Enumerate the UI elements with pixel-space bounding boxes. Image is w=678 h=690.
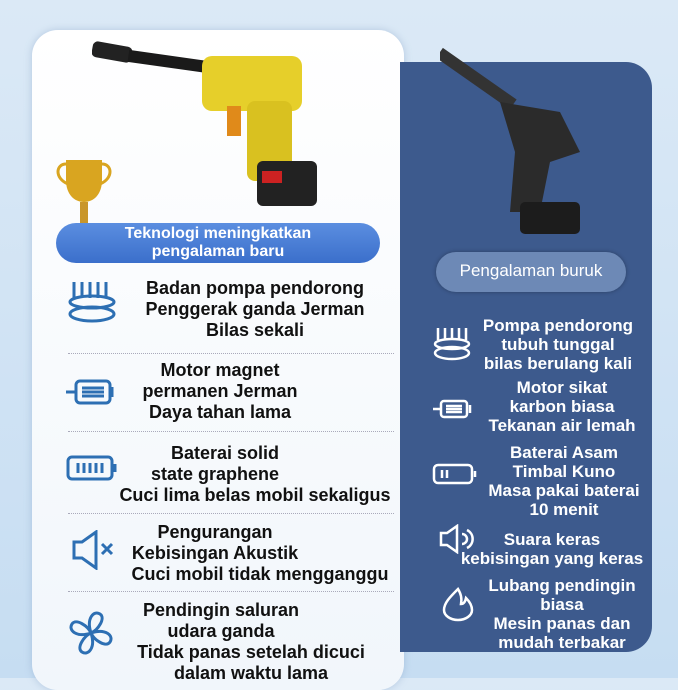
item-line: Suara keras: [503, 530, 601, 549]
bad-item-battery: [476, 443, 652, 519]
item-line: biasa: [540, 595, 584, 614]
item-line: Penggerak ganda Jerman: [145, 299, 365, 319]
item-line: Bilas sekali: [205, 320, 305, 340]
pump-icon: [432, 324, 472, 362]
bad-item-cooling: [476, 576, 648, 652]
yellow-pressure-washer-image: [92, 36, 322, 211]
divider: [68, 431, 394, 432]
item-line: 10 menit: [529, 500, 599, 519]
item-line: dalam waktu lama: [173, 663, 329, 683]
motor-icon: [432, 398, 476, 420]
item-line: Pengurangan: [157, 522, 273, 542]
item-line: mudah terbakar: [498, 633, 626, 652]
bad-experience-label: Pengalaman buruk: [436, 252, 626, 292]
fan-icon: [66, 608, 116, 658]
speaker-mute-icon: [70, 530, 124, 570]
item-line: Baterai solid: [170, 443, 280, 463]
pump-icon: [66, 276, 118, 324]
item-line: kebisingan yang keras: [460, 549, 644, 568]
banner-line: Teknologi meningkatkan: [124, 225, 312, 242]
item-line: Timbal Kuno: [512, 462, 616, 481]
divider: [68, 591, 394, 592]
item-line: Motor sikat: [516, 378, 608, 397]
item-line: Pendingin saluran: [142, 600, 300, 620]
item-line: state graphene: [150, 464, 280, 484]
item-line: Daya tahan lama: [148, 402, 292, 422]
item-line: Baterai Asam: [509, 443, 619, 462]
item-line: Pompa pendorong: [482, 316, 634, 335]
good-item-pump: [120, 278, 390, 341]
item-line: Kebisingan Akustik: [131, 543, 299, 563]
divider: [68, 513, 394, 514]
item-line: permanen Jerman: [142, 381, 298, 401]
item-line: Cuci lima belas mobil sekaligus: [119, 485, 391, 505]
item-line: Mesin panas dan: [493, 614, 631, 633]
good-item-noise: [122, 522, 398, 585]
item-line: karbon biasa: [509, 397, 615, 416]
bad-item-motor: [476, 378, 648, 435]
good-item-cooling: [126, 600, 376, 684]
flame-icon: [440, 586, 476, 622]
black-pressure-washer-image: [440, 42, 590, 237]
item-line: Motor magnet: [160, 360, 280, 380]
item-line: Tidak panas setelah dicuci: [137, 642, 365, 662]
battery-low-icon: [432, 462, 480, 486]
item-line: Tekanan air lemah: [488, 416, 636, 435]
item-line: tubuh tunggal: [501, 335, 615, 354]
item-line: bilas berulang kali: [483, 354, 633, 373]
bad-item-pump: [470, 316, 646, 373]
item-line: Cuci mobil tidak mengganggu: [131, 564, 389, 584]
motor-icon: [64, 378, 120, 406]
divider: [68, 353, 394, 354]
item-line: udara ganda: [167, 621, 275, 641]
good-item-battery: [112, 443, 398, 506]
tech-banner: [56, 223, 380, 263]
good-item-motor: [120, 360, 320, 423]
item-line: Badan pompa pendorong: [146, 278, 364, 298]
item-line: Lubang pendingin: [488, 576, 636, 595]
banner-line: pengalaman baru: [151, 243, 285, 260]
item-line: Masa pakai baterai: [488, 481, 640, 500]
bad-item-noise: [452, 530, 652, 568]
